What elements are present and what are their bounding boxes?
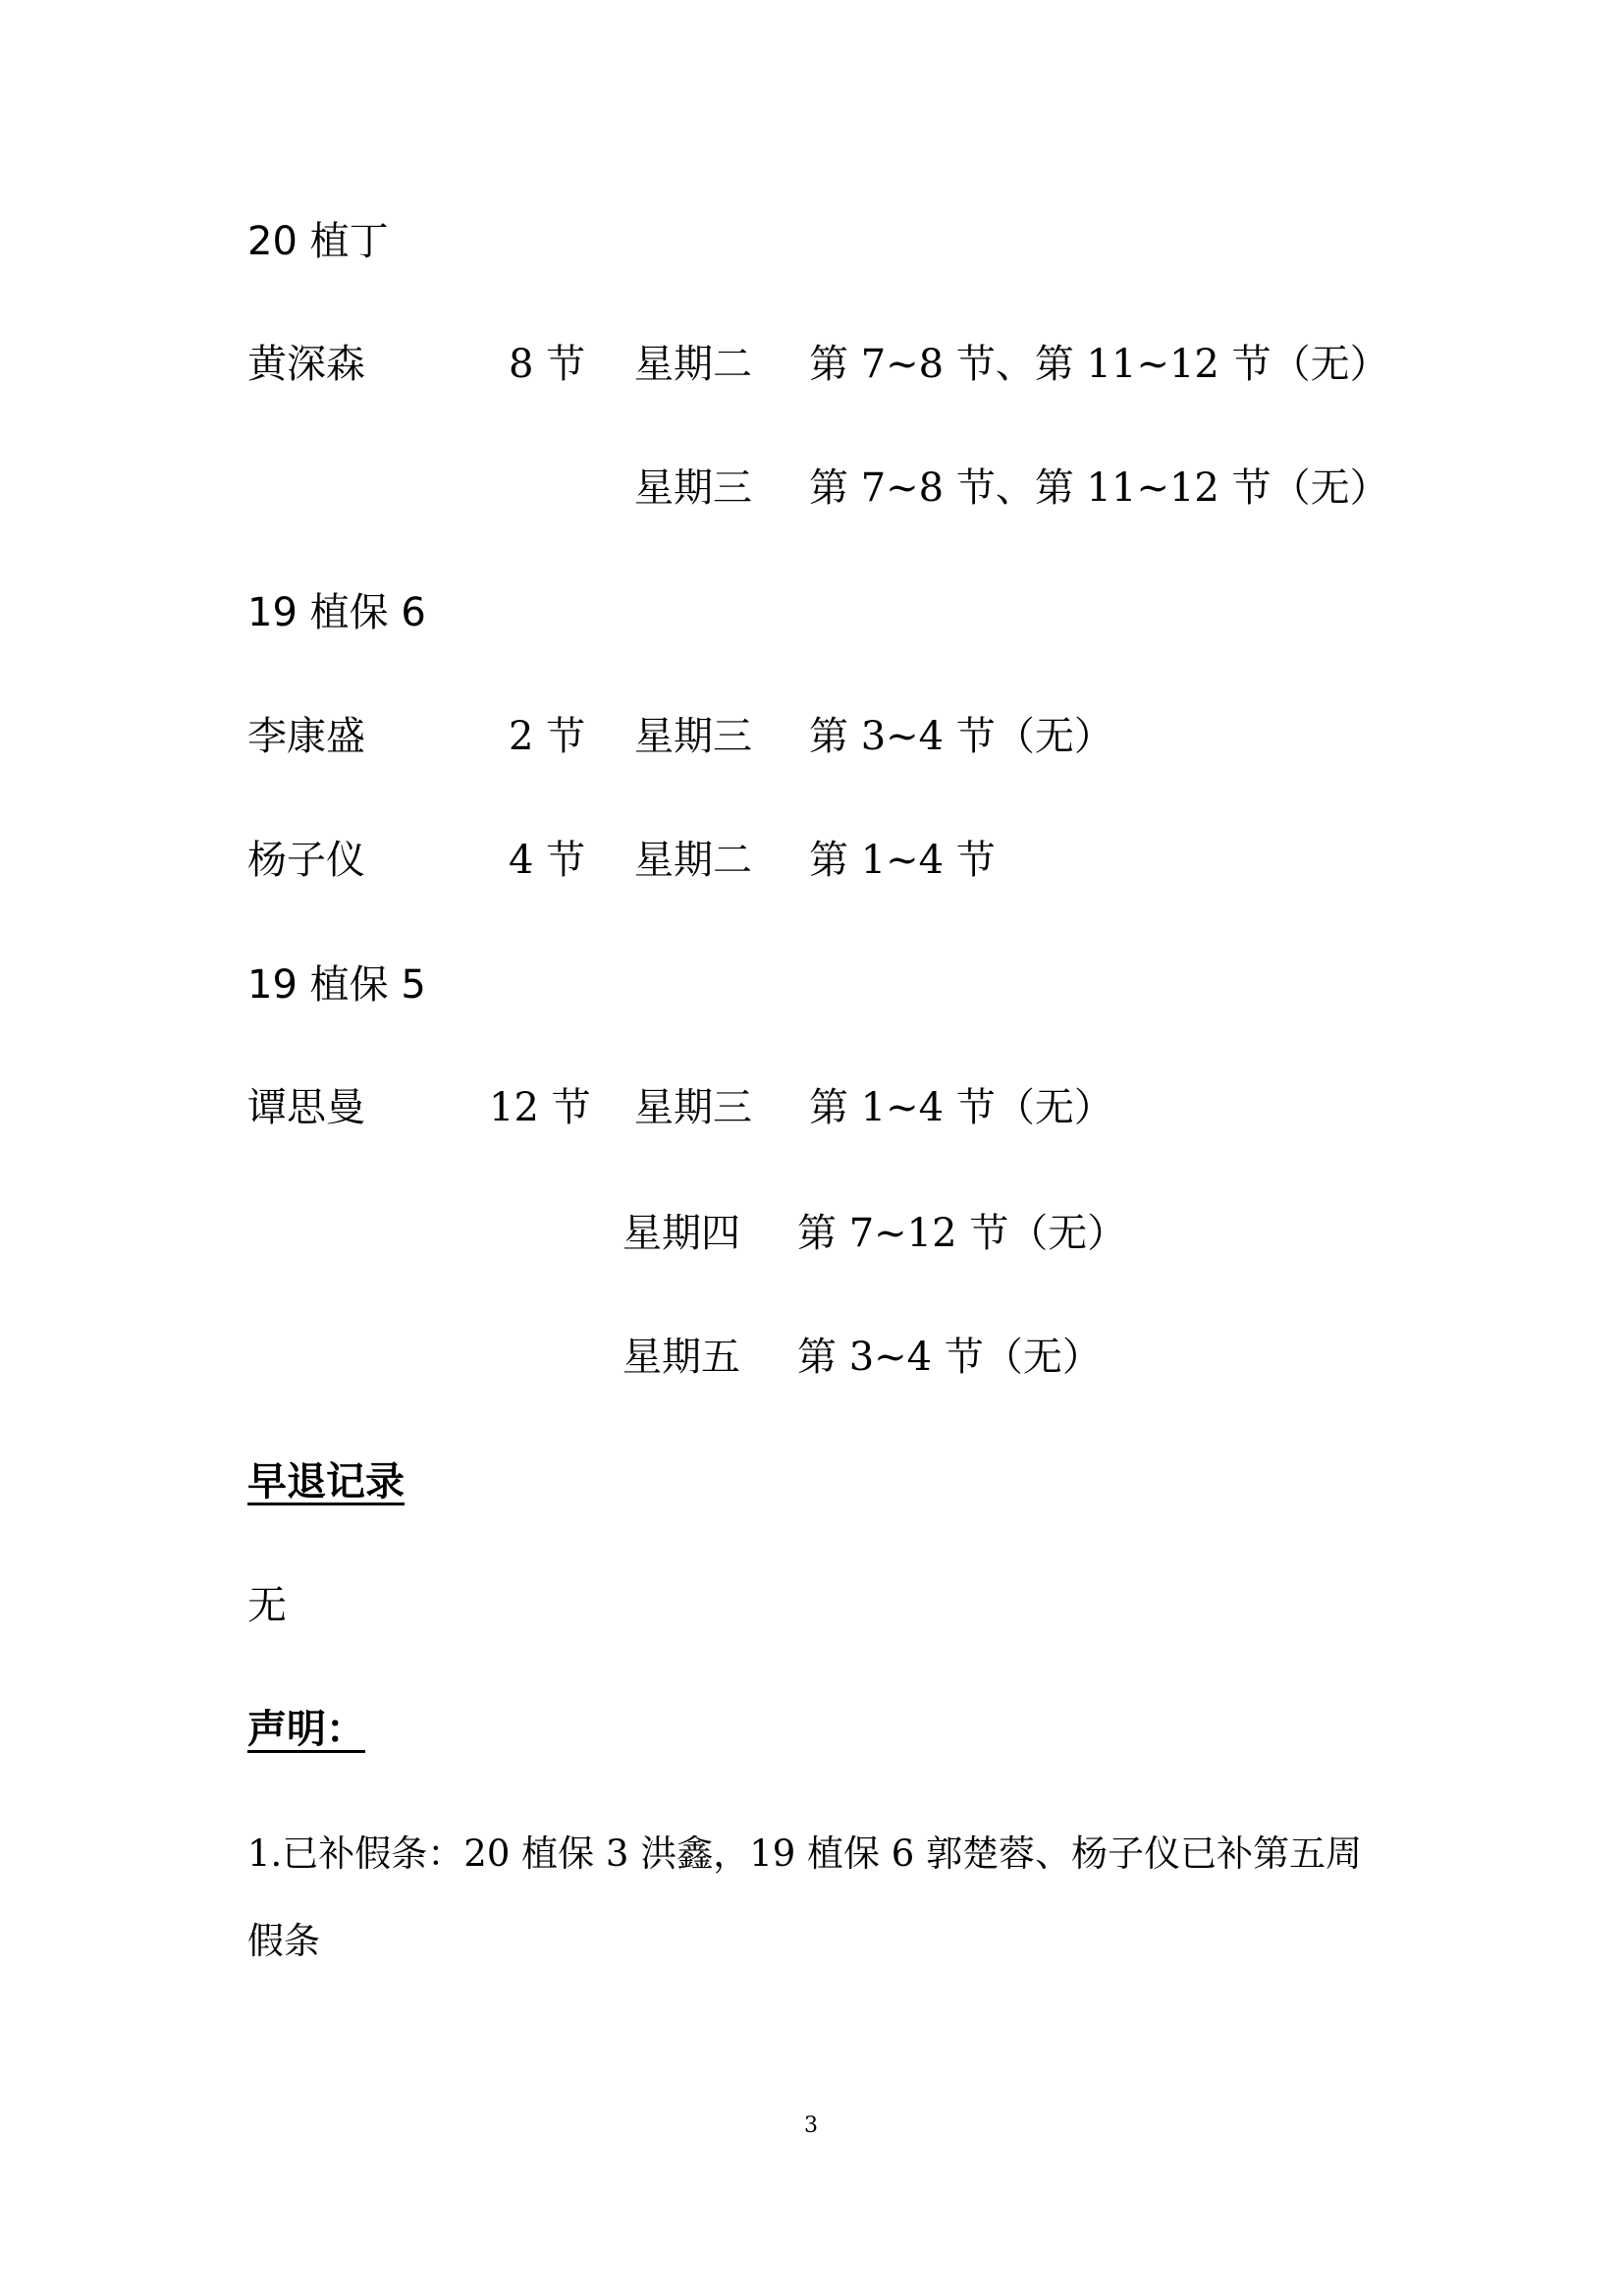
early-leave-heading: 早退记录 — [247, 1459, 405, 1504]
weekday: 星期三 — [634, 1085, 752, 1130]
weekday: 星期五 — [622, 1335, 740, 1380]
class-heading-20-zhiding: 20 植丁 — [247, 219, 389, 264]
period-count: 12 节 — [489, 1085, 591, 1130]
statement-item-line: 假条 — [247, 1920, 320, 1962]
page-number: 3 — [804, 2113, 818, 2138]
weekday: 星期二 — [634, 838, 752, 883]
period-range: 第 3~4 节（无） — [809, 714, 1113, 759]
student-name: 李康盛 — [247, 714, 365, 759]
class-heading-19-zhibao6: 19 植保 6 — [247, 590, 426, 635]
statement-item-line: 1.已补假条：20 植保 3 洪鑫，19 植保 6 郭楚蓉、杨子仪已补第五周 — [247, 1832, 1363, 1875]
early-leave-content: 无 — [247, 1583, 287, 1628]
weekday: 星期四 — [622, 1211, 740, 1256]
period-count: 8 节 — [509, 342, 586, 387]
period-range: 第 3~4 节（无） — [797, 1335, 1102, 1380]
period-range: 第 1~4 节（无） — [809, 1085, 1113, 1130]
weekday: 星期三 — [634, 714, 752, 759]
period-count: 4 节 — [509, 838, 586, 883]
class-heading-19-zhibao5: 19 植保 5 — [247, 962, 426, 1008]
student-name: 杨子仪 — [247, 838, 365, 883]
statement-heading: 声明： — [247, 1707, 365, 1752]
student-name: 黄深森 — [247, 342, 365, 387]
weekday: 星期三 — [634, 465, 752, 511]
period-range: 第 7~8 节、第 11~12 节（无） — [809, 465, 1389, 511]
student-name: 谭思曼 — [247, 1085, 365, 1130]
period-range: 第 7~8 节、第 11~12 节（无） — [809, 342, 1389, 387]
period-range: 第 1~4 节 — [809, 838, 996, 883]
weekday: 星期二 — [634, 342, 752, 387]
period-range: 第 7~12 节（无） — [797, 1211, 1127, 1256]
period-count: 2 节 — [509, 714, 586, 759]
